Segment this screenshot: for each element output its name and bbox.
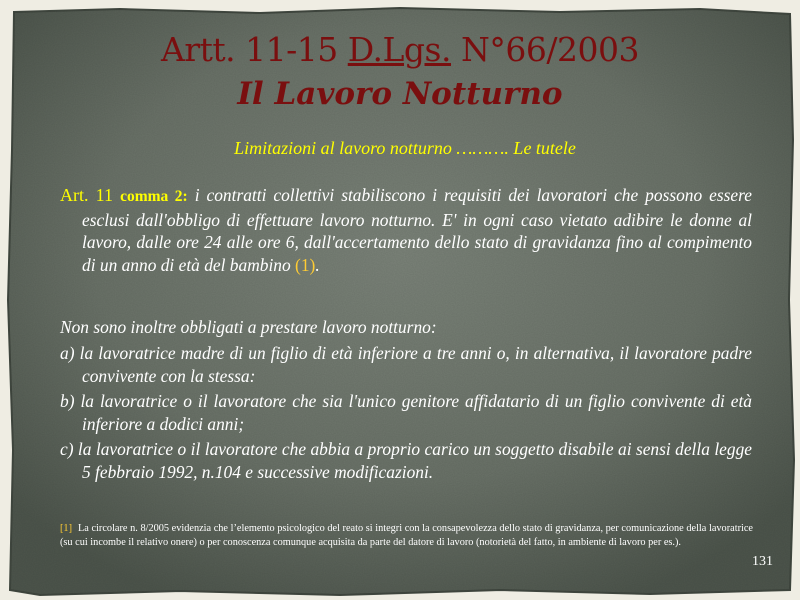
article-paragraph xyxy=(60,184,752,276)
title-suffix: N°66/2003 xyxy=(451,30,639,69)
footnote-text: La circolare n. 8/2005 evidenzia che l’elemento psicologico del reato si integri con la consapevolezza dello stato di gravidanza, per comunicazione della lavoratrice (su cui incombe il relativo onere) o per conoscenza comunque acquisita da parte del datore di lavoro (notorietà del fatto, in ambiente di lavoro per es.). xyxy=(60,523,753,549)
list-item-a-text: a) la lavoratrice madre di un figlio di età inferiore a tre anni o, in alternativa, il lavoratore padre convivente con la stessa: xyxy=(60,343,752,386)
page-subtitle-topic: Il Lavoro Notturno xyxy=(237,76,563,112)
intro-text: Non sono inoltre obbligati a prestare lavoro notturno: xyxy=(60,317,437,337)
page-title xyxy=(0,30,800,69)
comma-label: comma 2: xyxy=(120,188,188,205)
footnote-ref[interactable]: [1] xyxy=(60,523,73,534)
article-text-end: . xyxy=(315,254,320,275)
list-item-a xyxy=(60,342,752,387)
article-text: i contratti collettivi stabiliscono i requisiti dei lavoratori che possono essere esclusi dall'obbligo di effettuare lavoro notturno. E' in ogni caso vietato adibire le donne al lavoro, dalle ore 24 alle ore 6, dall'accertamento dello stato di gravidanza fino al compimento di un anno di età del bambino xyxy=(82,185,752,275)
list-item-c xyxy=(60,438,752,483)
title-prefix: Artt. 11-15 xyxy=(161,30,348,69)
article-number: Art. 11 xyxy=(60,185,121,205)
article-label xyxy=(60,185,188,205)
list-item-b xyxy=(60,390,752,435)
footnote-reference[interactable]: (1) xyxy=(295,254,316,275)
footnote xyxy=(60,522,753,550)
title-underlined: D.Lgs. xyxy=(347,30,451,69)
list-item-b-text: b) la lavoratrice o il lavoratore che sia l'unico genitore affidatario di un figlio convivente di età inferiore a dodici anni; xyxy=(60,391,752,434)
page-number: 131 xyxy=(752,554,773,569)
section-subtitle: Limitazioni al lavoro notturno ………. Le tutele xyxy=(234,138,576,158)
list-item-c-text: c) la lavoratrice o il lavoratore che abbia a proprio carico un soggetto disabile ai sensi della legge 5 febbraio 1992, n.104 e successive modificazioni. xyxy=(60,439,752,482)
